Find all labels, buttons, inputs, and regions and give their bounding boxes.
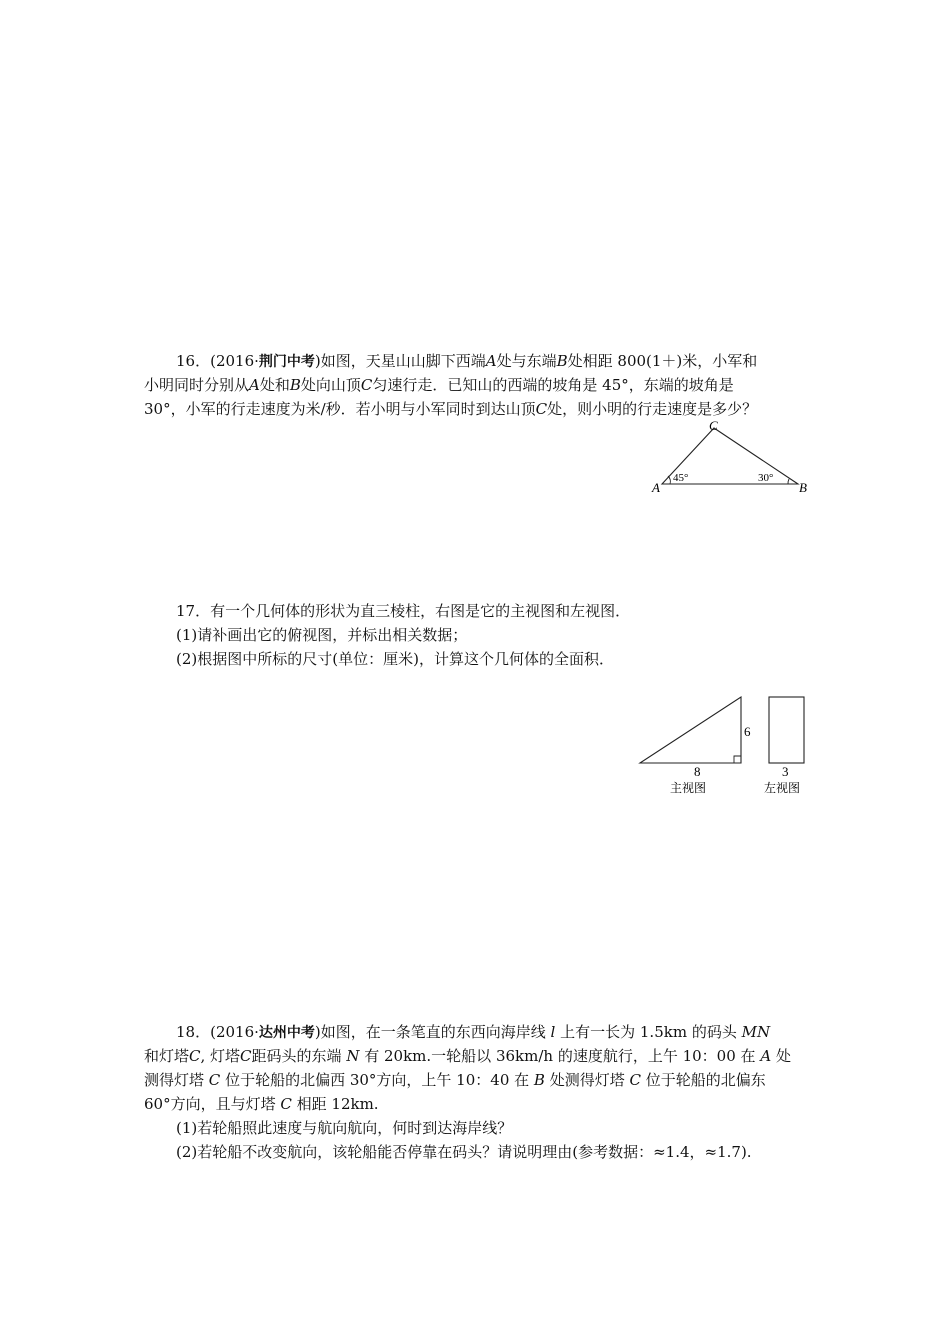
left-view-rectangle (769, 697, 804, 763)
q18-line-3: 测得灯塔 C 位于轮船的北偏西 30°方向，上午 10：40 在 B 处测得灯塔 C 位于轮船的北偏东 (144, 1071, 766, 1089)
q16-line-2: 小明同时分别从A处和B处向山顶C匀速行走．已知山的西端的坡角是 45°，东端的坡角是 (144, 376, 734, 394)
depth-label: 3 (782, 764, 789, 779)
q16-line-1: 16．(2016·荆门中考)如图，天星山山脚下西端A处与东端B处相距 800(1＋)米，小军和 (176, 352, 758, 370)
q18-line-2: 和灯塔C, 灯塔C距码头的东端 N 有 20km.一轮船以 36km/h 的速度航行，上午 10：00 在 A 处 (144, 1047, 791, 1065)
label-c: C (709, 418, 718, 433)
width-label: 8 (694, 764, 701, 779)
q18-part-2: (2)若轮船不改变航向，该轮船能否停靠在码头？请说明理由(参考数据：≈1.4，≈1.7). (176, 1143, 752, 1161)
angle-b-arc (788, 479, 789, 484)
q17-line-2: (1)请补画出它的俯视图，并标出相关数据； (176, 626, 468, 644)
angle-a-label: 45° (673, 472, 689, 484)
q16-line-3: 30°，小军的行走速度为米/秒．若小明与小军同时到达山顶C处，则小明的行走速度是多少？ (144, 400, 758, 418)
q16-triangle-figure (648, 418, 818, 498)
q17-line-1: 17．有一个几何体的形状为直三棱柱，右图是它的主视图和左视图． (176, 602, 631, 620)
front-view-triangle (640, 697, 741, 763)
q18-part-1: (1)若轮船照此速度与航向航向，何时到达海岸线？ (176, 1119, 513, 1137)
q17-views-figure (630, 690, 820, 802)
front-view-caption: 主视图 (670, 781, 707, 795)
label-b: B (799, 480, 807, 495)
label-a: A (652, 480, 660, 495)
right-angle-mark (734, 756, 741, 763)
q17-line-3: (2)根据图中所标的尺寸(单位：厘米)，计算这个几何体的全面积． (176, 650, 614, 668)
q18-line-1: 18．(2016·达州中考)如图，在一条笔直的东西向海岸线 l 上有一长为 1.5km 的码头 MN (176, 1023, 771, 1041)
height-label: 6 (744, 724, 751, 739)
angle-b-label: 30° (758, 472, 774, 484)
left-view-caption: 左视图 (764, 781, 801, 795)
q18-line-4: 60°方向，且与灯塔 C 相距 12km. (144, 1095, 379, 1113)
